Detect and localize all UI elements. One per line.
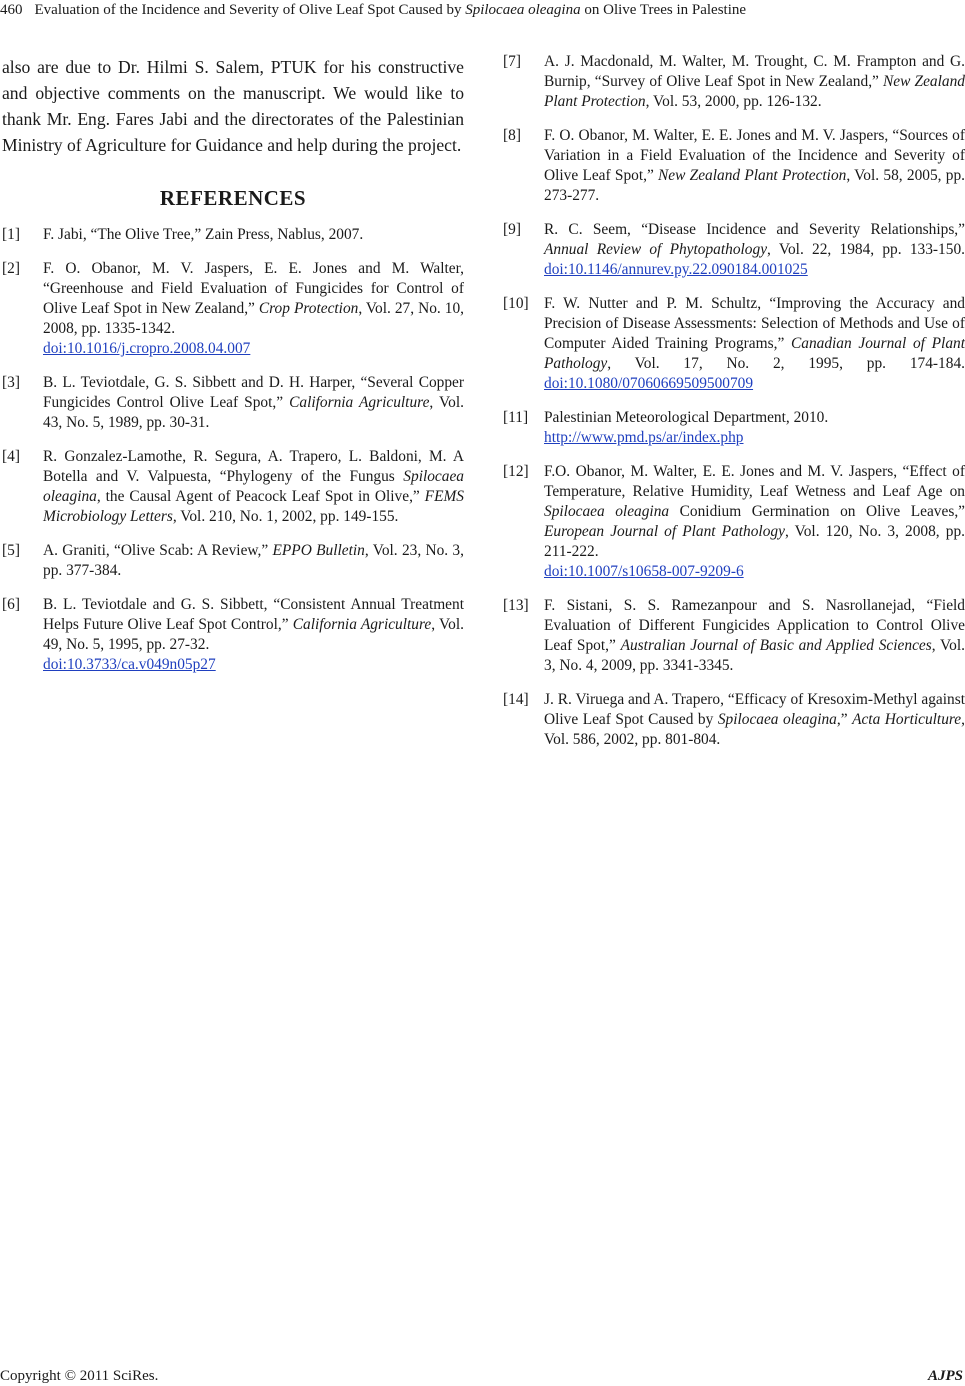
reference-italic-text: Canadian Journal of Plant Pathology xyxy=(544,335,965,372)
reference-link[interactable]: doi:10.1007/s10658-007-9209-6 xyxy=(544,563,744,580)
reference-italic-text: EPPO Bulletin xyxy=(272,542,365,559)
reference-italic-text: Spilocaea oleagina xyxy=(717,711,837,728)
reference-italic-text: Spilocaea oleagina xyxy=(43,468,464,505)
reference-entry xyxy=(2,225,464,245)
reference-entry xyxy=(503,126,965,206)
reference-number: [10] xyxy=(503,295,529,312)
running-title: Evaluation of the Incidence and Severity of Olive Leaf Spot Caused by Spilocaea oleagina on Olive Trees in Palestine xyxy=(34,2,747,18)
reference-link[interactable]: doi:10.3733/ca.v049n05p27 xyxy=(43,656,216,673)
reference-entry xyxy=(2,447,464,527)
acknowledgement-paragraph: also are due to Dr. Hilmi S. Salem, PTUK for his constructive and objective comments on the manuscript. We would like to thank Mr. Eng. Fares Jabi and the directorates of the Palestinian Ministry of Agriculture for Guidance and help during the project. xyxy=(2,57,464,155)
reference-italic-text: Annual Review of Phytopathology xyxy=(544,241,768,258)
references-heading: REFERENCES xyxy=(159,186,307,210)
reference-text-run: , Vol. 49, No. 5, 1995, pp. 27-32. xyxy=(43,616,464,653)
reference-text-run: , Vol. 58, 2005, pp. 273-277. xyxy=(544,167,965,204)
reference-text-run: F.O. Obanor, M. Walter, E. E. Jones and M. V. Jaspers, “Effect of Temperature, Relative Humidity, Leaf Wetness and Leaf Age on xyxy=(544,463,965,500)
reference-text-run: , Vol. 586, 2002, pp. 801-804. xyxy=(544,711,965,748)
reference-text-run: , Vol. 27, No. 10, 2008, pp. 1335-1342. xyxy=(43,300,464,337)
reference-text xyxy=(544,126,965,206)
reference-text xyxy=(43,259,464,359)
reference-text-run: , Vol. 53, 2000, pp. 126-132. xyxy=(645,93,822,110)
reference-text xyxy=(43,541,464,581)
reference-link[interactable]: doi:10.1080/07060669509500709 xyxy=(544,375,754,392)
reference-text xyxy=(43,595,464,675)
reference-text xyxy=(43,373,464,433)
reference-entry xyxy=(2,595,464,675)
reference-entry xyxy=(503,220,965,280)
reference-entry xyxy=(2,373,464,433)
reference-entry xyxy=(2,259,464,359)
reference-number: [3] xyxy=(2,374,20,391)
reference-number: [14] xyxy=(503,691,529,708)
left-column xyxy=(2,54,464,689)
reference-entry xyxy=(503,294,965,394)
reference-number: [12] xyxy=(503,463,529,480)
reference-text-run: , Vol. 17, No. 2, 1995, pp. 174-184. xyxy=(607,355,965,372)
reference-number: [11] xyxy=(503,409,529,426)
reference-text-run: F. W. Nutter and P. M. Schultz, “Improving the Accuracy and Precision of Disease Assessments: Selection of Methods and Use of Computer Aided Training Programs,” xyxy=(544,295,965,352)
reference-text xyxy=(544,596,965,676)
reference-text-run: A. Graniti, “Olive Scab: A Review,” xyxy=(43,542,273,559)
reference-text-run: F. Sistani, S. S. Ramezanpour and S. Nasrollanejad, “Field Evaluation of Different Fungicides Application to Control Olive Leaf Spot,” xyxy=(544,597,965,654)
reference-number: [13] xyxy=(503,597,529,614)
reference-number: [7] xyxy=(503,53,521,70)
reference-italic-text: Crop Protection xyxy=(258,300,359,317)
reference-list-right xyxy=(503,52,965,750)
reference-text-run: , Vol. 3, No. 4, 2009, pp. 3341-3345. xyxy=(544,637,965,674)
reference-text-run: , Vol. 210, No. 1, 2002, pp. 149-155. xyxy=(172,508,399,525)
reference-number: [4] xyxy=(2,448,20,465)
reference-text-run: F. O. Obanor, M. Walter, E. E. Jones and M. V. Jaspers, “Sources of Variation in a Field Evaluation of the Incidence and Severity of Olive Leaf Spot,” xyxy=(544,127,965,184)
reference-number: [5] xyxy=(2,542,20,559)
right-column xyxy=(503,52,965,764)
reference-text xyxy=(544,690,965,750)
reference-italic-text: California Agriculture xyxy=(289,394,430,411)
copyright-notice: Copyright © 2011 SciRes. xyxy=(0,1368,159,1384)
journal-abbreviation: AJPS xyxy=(927,1368,963,1384)
reference-text-run: F. Jabi, “The Olive Tree,” Zain Press, Nablus, 2007. xyxy=(43,226,364,243)
reference-link[interactable]: doi:10.1016/j.cropro.2008.04.007 xyxy=(43,340,251,357)
reference-number: [1] xyxy=(2,226,20,243)
reference-italic-text: New Zealand Plant Protection xyxy=(544,73,965,110)
reference-text-run: A. J. Macdonald, M. Walter, M. Trought, C. M. Frampton and G. Burnip, “Survey of Olive Leaf Spot in New Zealand,” xyxy=(544,53,965,90)
reference-number: [8] xyxy=(503,127,521,144)
reference-link[interactable]: doi:10.1146/annurev.py.22.090184.001025 xyxy=(544,261,808,278)
reference-text xyxy=(43,225,464,245)
reference-entry xyxy=(503,52,965,112)
reference-link[interactable]: http://www.pmd.ps/ar/index.php xyxy=(544,429,744,446)
reference-italic-text: California Agriculture xyxy=(292,616,432,633)
reference-italic-text: European Journal of Plant Pathology xyxy=(544,523,785,540)
reference-text xyxy=(544,220,965,280)
reference-italic-text: Spilocaea oleagina xyxy=(544,503,670,520)
reference-text xyxy=(43,447,464,527)
page-footer xyxy=(0,1366,963,1386)
reference-entry xyxy=(503,690,965,750)
reference-italic-text: Australian Journal of Basic and Applied Sciences xyxy=(620,637,932,654)
reference-text xyxy=(544,408,965,448)
reference-text-run: , the Causal Agent of Peacock Leaf Spot in Olive,” xyxy=(96,488,425,505)
reference-entry xyxy=(2,541,464,581)
reference-text-run: F. O. Obanor, M. V. Jaspers, E. E. Jones and M. Walter, “Greenhouse and Field Evaluation of Fungicides for Control of Olive Leaf Spot in New Zealand,” xyxy=(43,260,464,317)
reference-number: [9] xyxy=(503,221,521,238)
reference-italic-text: Acta Horticulture xyxy=(852,711,962,728)
reference-entry xyxy=(503,596,965,676)
reference-list-left xyxy=(2,225,464,675)
reference-text-run: Conidium Germination on Olive Leaves,” xyxy=(669,503,965,520)
reference-text-run: B. L. Teviotdale and G. S. Sibbett, “Consistent Annual Treatment Helps Future Olive Leaf Spot Control,” xyxy=(43,596,464,633)
reference-text-run: , Vol. 120, No. 3, 2008, pp. 211-222. xyxy=(544,523,965,560)
reference-text-run: , Vol. 23, No. 3, pp. 377-384. xyxy=(43,542,464,579)
reference-italic-text: New Zealand Plant Protection xyxy=(658,167,847,184)
reference-text-run: R. C. Seem, “Disease Incidence and Severity Relationships,” xyxy=(544,221,965,238)
reference-text xyxy=(544,294,965,394)
reference-text-run: R. Gonzalez-Lamothe, R. Segura, A. Trapero, L. Baldoni, M. A Botella and V. Valpuesta, “Phylogeny of the Fungus xyxy=(43,448,464,485)
running-head xyxy=(0,0,965,22)
reference-text-run: J. R. Viruega and A. Trapero, “Efficacy of Kresoxim-Methyl against Olive Leaf Spot Caused by xyxy=(544,691,965,728)
reference-text-run: Palestinian Meteorological Department, 2010. xyxy=(544,409,829,426)
reference-text xyxy=(544,462,965,582)
reference-entry xyxy=(503,462,965,582)
reference-text xyxy=(544,52,965,112)
reference-number: [6] xyxy=(2,596,20,613)
page-number: 460 xyxy=(0,2,23,18)
reference-entry xyxy=(503,408,965,448)
reference-text-run: ,” xyxy=(836,711,853,728)
reference-text-run: , Vol. 22, 1984, pp. 133-150. xyxy=(767,241,965,258)
reference-italic-text: FEMS Microbiology Letters xyxy=(43,488,464,525)
reference-text-run: B. L. Teviotdale, G. S. Sibbett and D. H. Harper, “Several Copper Fungicides Control Olive Leaf Spot,” xyxy=(43,374,464,411)
reference-number: [2] xyxy=(2,260,20,277)
reference-text-run: , Vol. 43, No. 5, 1989, pp. 30-31. xyxy=(43,394,464,431)
